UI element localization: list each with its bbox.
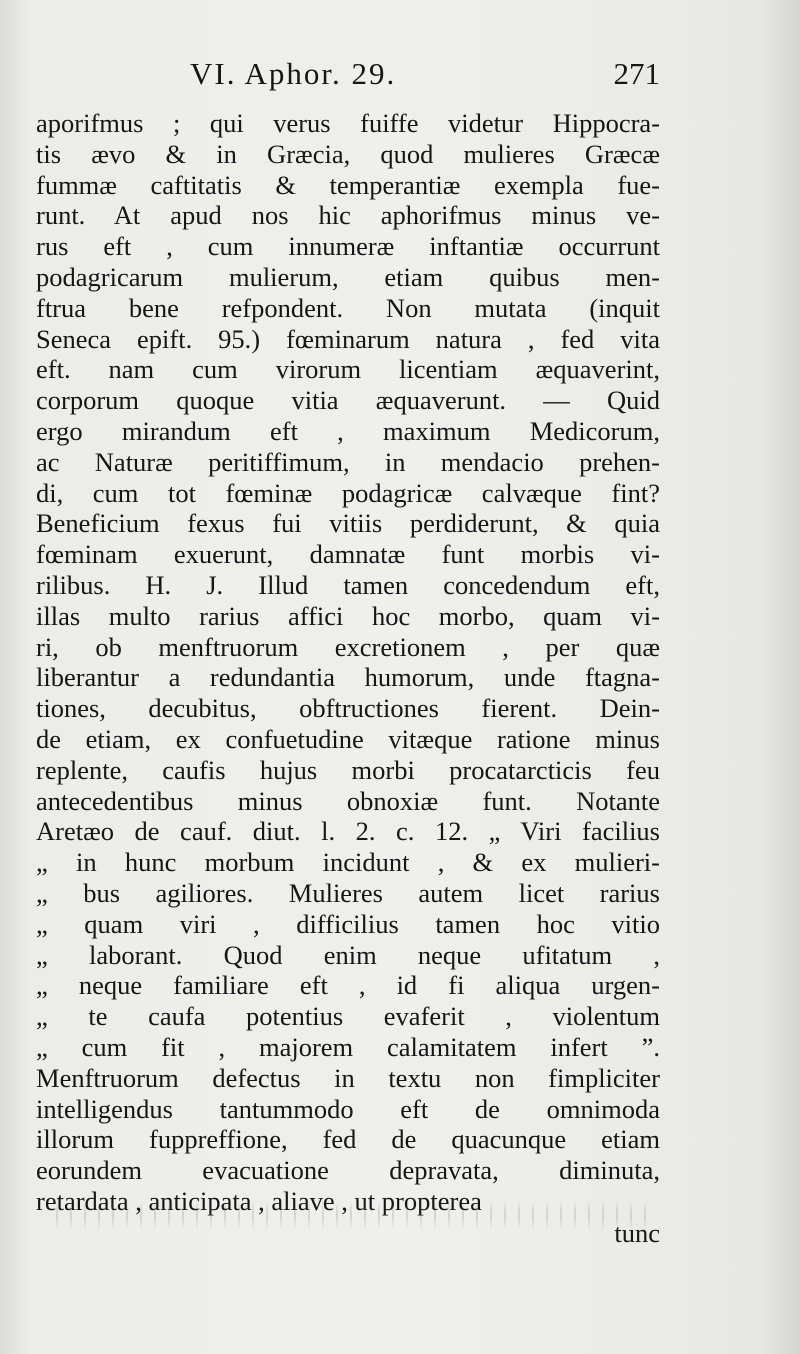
text-line: fummæ caftitatis & temperantiæ exempla fue- (36, 169, 660, 200)
text-line: rus eft , cum innumeræ inftantiæ occurrunt (36, 231, 660, 262)
text-line: Beneficium fexus fui vitiis perdiderunt, & quia (36, 508, 660, 539)
running-title: VI. Aphor. 29. (190, 56, 397, 91)
text-line: antecedentibus minus obnoxiæ funt. Notante (36, 785, 660, 816)
text-line: aporifmus ; qui verus fuiffe videtur Hippocra- (36, 108, 660, 138)
text-line: Menftruorum defectus in textu non fimpliciter (36, 1062, 660, 1093)
text-line: ftrua bene refpondent. Non mutata (inquit (36, 292, 660, 323)
body-text (36, 108, 660, 1217)
text-line: eorundem evacuatione depravata, diminuta, (36, 1155, 660, 1186)
text-line: intelligendus tantummodo eft de omnimoda (36, 1093, 660, 1124)
text-line: corporum quoque vitia æquaverunt. — Quid (36, 385, 660, 416)
text-line: retardata , anticipata , aliave , ut propterea (36, 1185, 482, 1216)
catchword: tunc (614, 1218, 660, 1248)
text-line: „ te caufa potentius evaferit , violentum (36, 1001, 660, 1032)
text-line: podagricarum mulierum, etiam quibus men- (36, 261, 660, 292)
text-line: ac Naturæ peritiffimum, in mendacio prehen- (36, 446, 660, 477)
text-line: liberantur a redundantia humorum, unde ftagna- (36, 662, 660, 693)
text-line: „ quam viri , difficilius tamen hoc vitio (36, 908, 660, 939)
text-line: „ neque familiare eft , id fi aliqua urgen- (36, 970, 660, 1001)
text-line: Aretæo de cauf. diut. l. 2. c. 12. „ Viri facilius (36, 816, 660, 847)
text-line: tiones, decubitus, obftructiones fierent. Dein- (36, 693, 660, 724)
text-line: ergo mirandum eft , maximum Medicorum, (36, 415, 660, 446)
text-line: „ cum fit , majorem calamitatem infert ”. (36, 1031, 660, 1062)
text-line: ri, ob menftruorum excretionem , per quæ (36, 631, 660, 662)
text-line: runt. At apud nos hic aphorifmus minus ve- (36, 200, 660, 231)
text-line: eft. nam cum virorum licentiam æquaverint, (36, 354, 660, 385)
text-line: di, cum tot fœminæ podagricæ calvæque fint? (36, 477, 660, 508)
text-line: tis ævo & in Græcia, quod mulieres Græcæ (36, 138, 660, 169)
running-head (190, 52, 660, 96)
text-line: rilibus. H. J. Illud tamen concedendum eft, (36, 569, 660, 600)
text-line: „ in hunc morbum incidunt , & ex mulieri- (36, 847, 660, 878)
text-line: replente, caufis hujus morbi procatarcticis feu (36, 754, 660, 785)
text-line: „ laborant. Quod enim neque ufitatum , (36, 939, 660, 970)
text-line: illas multo rarius affici hoc morbo, quam vi- (36, 600, 660, 631)
show-through-texture (50, 1200, 650, 1230)
text-line: Seneca epift. 95.) fœminarum natura , fed vita (36, 323, 660, 354)
text-line: illorum fuppreffione, fed de quacunque etiam (36, 1124, 660, 1155)
text-line: de etiam, ex confuetudine vitæque ratione minus (36, 723, 660, 754)
text-line: „ bus agiliores. Mulieres autem licet rarius (36, 877, 660, 908)
text-line: fœminam exuerunt, damnatæ funt morbis vi- (36, 539, 660, 570)
page-number: 271 (613, 56, 660, 91)
